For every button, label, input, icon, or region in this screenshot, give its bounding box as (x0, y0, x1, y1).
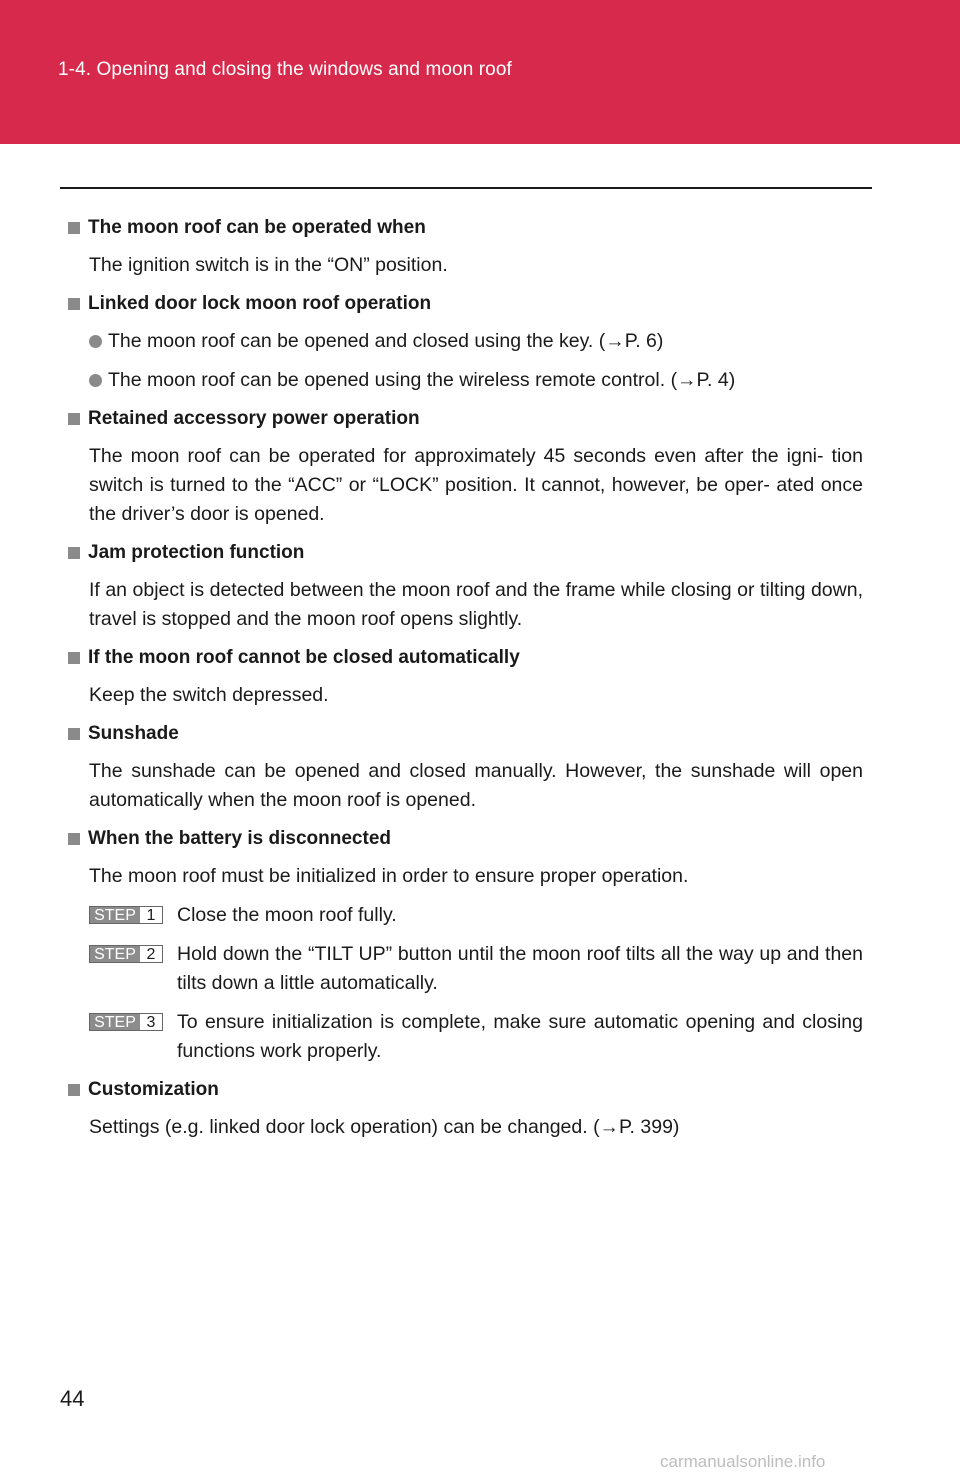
page-number: 44 (60, 1386, 85, 1411)
step-item (68, 901, 863, 930)
section-text: The moon roof must be initialized in order to ensure proper operation. (89, 865, 689, 887)
section-heading: Linked door lock moon roof operation (88, 293, 432, 314)
step-item (68, 1008, 863, 1066)
step-text: To ensure initialization is complete, make sure automatic opening and closing functions work properly. (177, 1011, 863, 1062)
section-text: Settings (e.g. linked door lock operation) can be changed. (→P. 399) (89, 1116, 680, 1138)
section-battery-disconnected (68, 824, 863, 1066)
bullet-text: The moon roof can be opened using the wireless remote control. (→P. 4) (108, 369, 736, 391)
section-text: The sunshade can be opened and closed manually. However, the sunshade will open automatically when the moon roof is opened. (89, 760, 863, 811)
section-linked-door-lock (68, 289, 863, 395)
section-heading: When the battery is disconnected (88, 828, 391, 849)
bullet-list (68, 327, 863, 395)
section-heading: Customization (88, 1079, 219, 1100)
section-cannot-close (68, 643, 863, 710)
step-badge: STEP 3 (89, 1013, 163, 1031)
section-square-icon (68, 833, 80, 845)
section-text: If an object is detected between the moon roof and the frame while closing or tilting down, travel is stopped and the moon roof opens slightly. (89, 579, 863, 630)
list-item (68, 366, 863, 395)
section-jam-protection (68, 538, 863, 634)
section-square-icon (68, 413, 80, 425)
section-retained-power (68, 404, 863, 529)
section-operation-condition (68, 213, 863, 280)
chapter-title: 1-4. Opening and closing the windows and moon roof (58, 59, 512, 80)
bullet-text: The moon roof can be opened and closed using the key. (→P. 6) (108, 330, 664, 352)
divider (60, 187, 872, 189)
step-badge: STEP 1 (89, 906, 163, 924)
section-square-icon (68, 652, 80, 664)
section-sunshade (68, 719, 863, 815)
section-square-icon (68, 547, 80, 559)
watermark: carmanualsonline.info (660, 1452, 826, 1471)
step-item (68, 940, 863, 998)
step-text: Hold down the “TILT UP” button until the moon roof tilts all the way up and then tilts down a little automatically. (177, 943, 863, 994)
list-item (68, 327, 863, 356)
section-text: The moon roof can be operated for approximately 45 seconds even after the igni- tion switch is turned to the “ACC” or “LOCK” position. It cannot, however, be oper- ated once the driver’s door is opened. (89, 445, 863, 525)
step-badge: STEP 2 (89, 945, 163, 963)
section-heading: If the moon roof cannot be closed automatically (88, 647, 520, 668)
section-text: The ignition switch is in the “ON” position. (89, 254, 448, 276)
step-text: Close the moon roof fully. (177, 904, 397, 926)
section-heading: Sunshade (88, 723, 179, 744)
section-text: Keep the switch depressed. (89, 684, 329, 706)
section-customization (68, 1075, 863, 1142)
section-heading: Retained accessory power operation (88, 408, 420, 429)
page-header (0, 0, 960, 144)
bullet-dot-icon (89, 335, 102, 348)
main-content (68, 213, 863, 1151)
section-square-icon (68, 1084, 80, 1096)
section-square-icon (68, 728, 80, 740)
section-heading: The moon roof can be operated when (88, 217, 426, 238)
section-square-icon (68, 222, 80, 234)
bullet-dot-icon (89, 374, 102, 387)
section-heading: Jam protection function (88, 542, 305, 563)
section-square-icon (68, 298, 80, 310)
